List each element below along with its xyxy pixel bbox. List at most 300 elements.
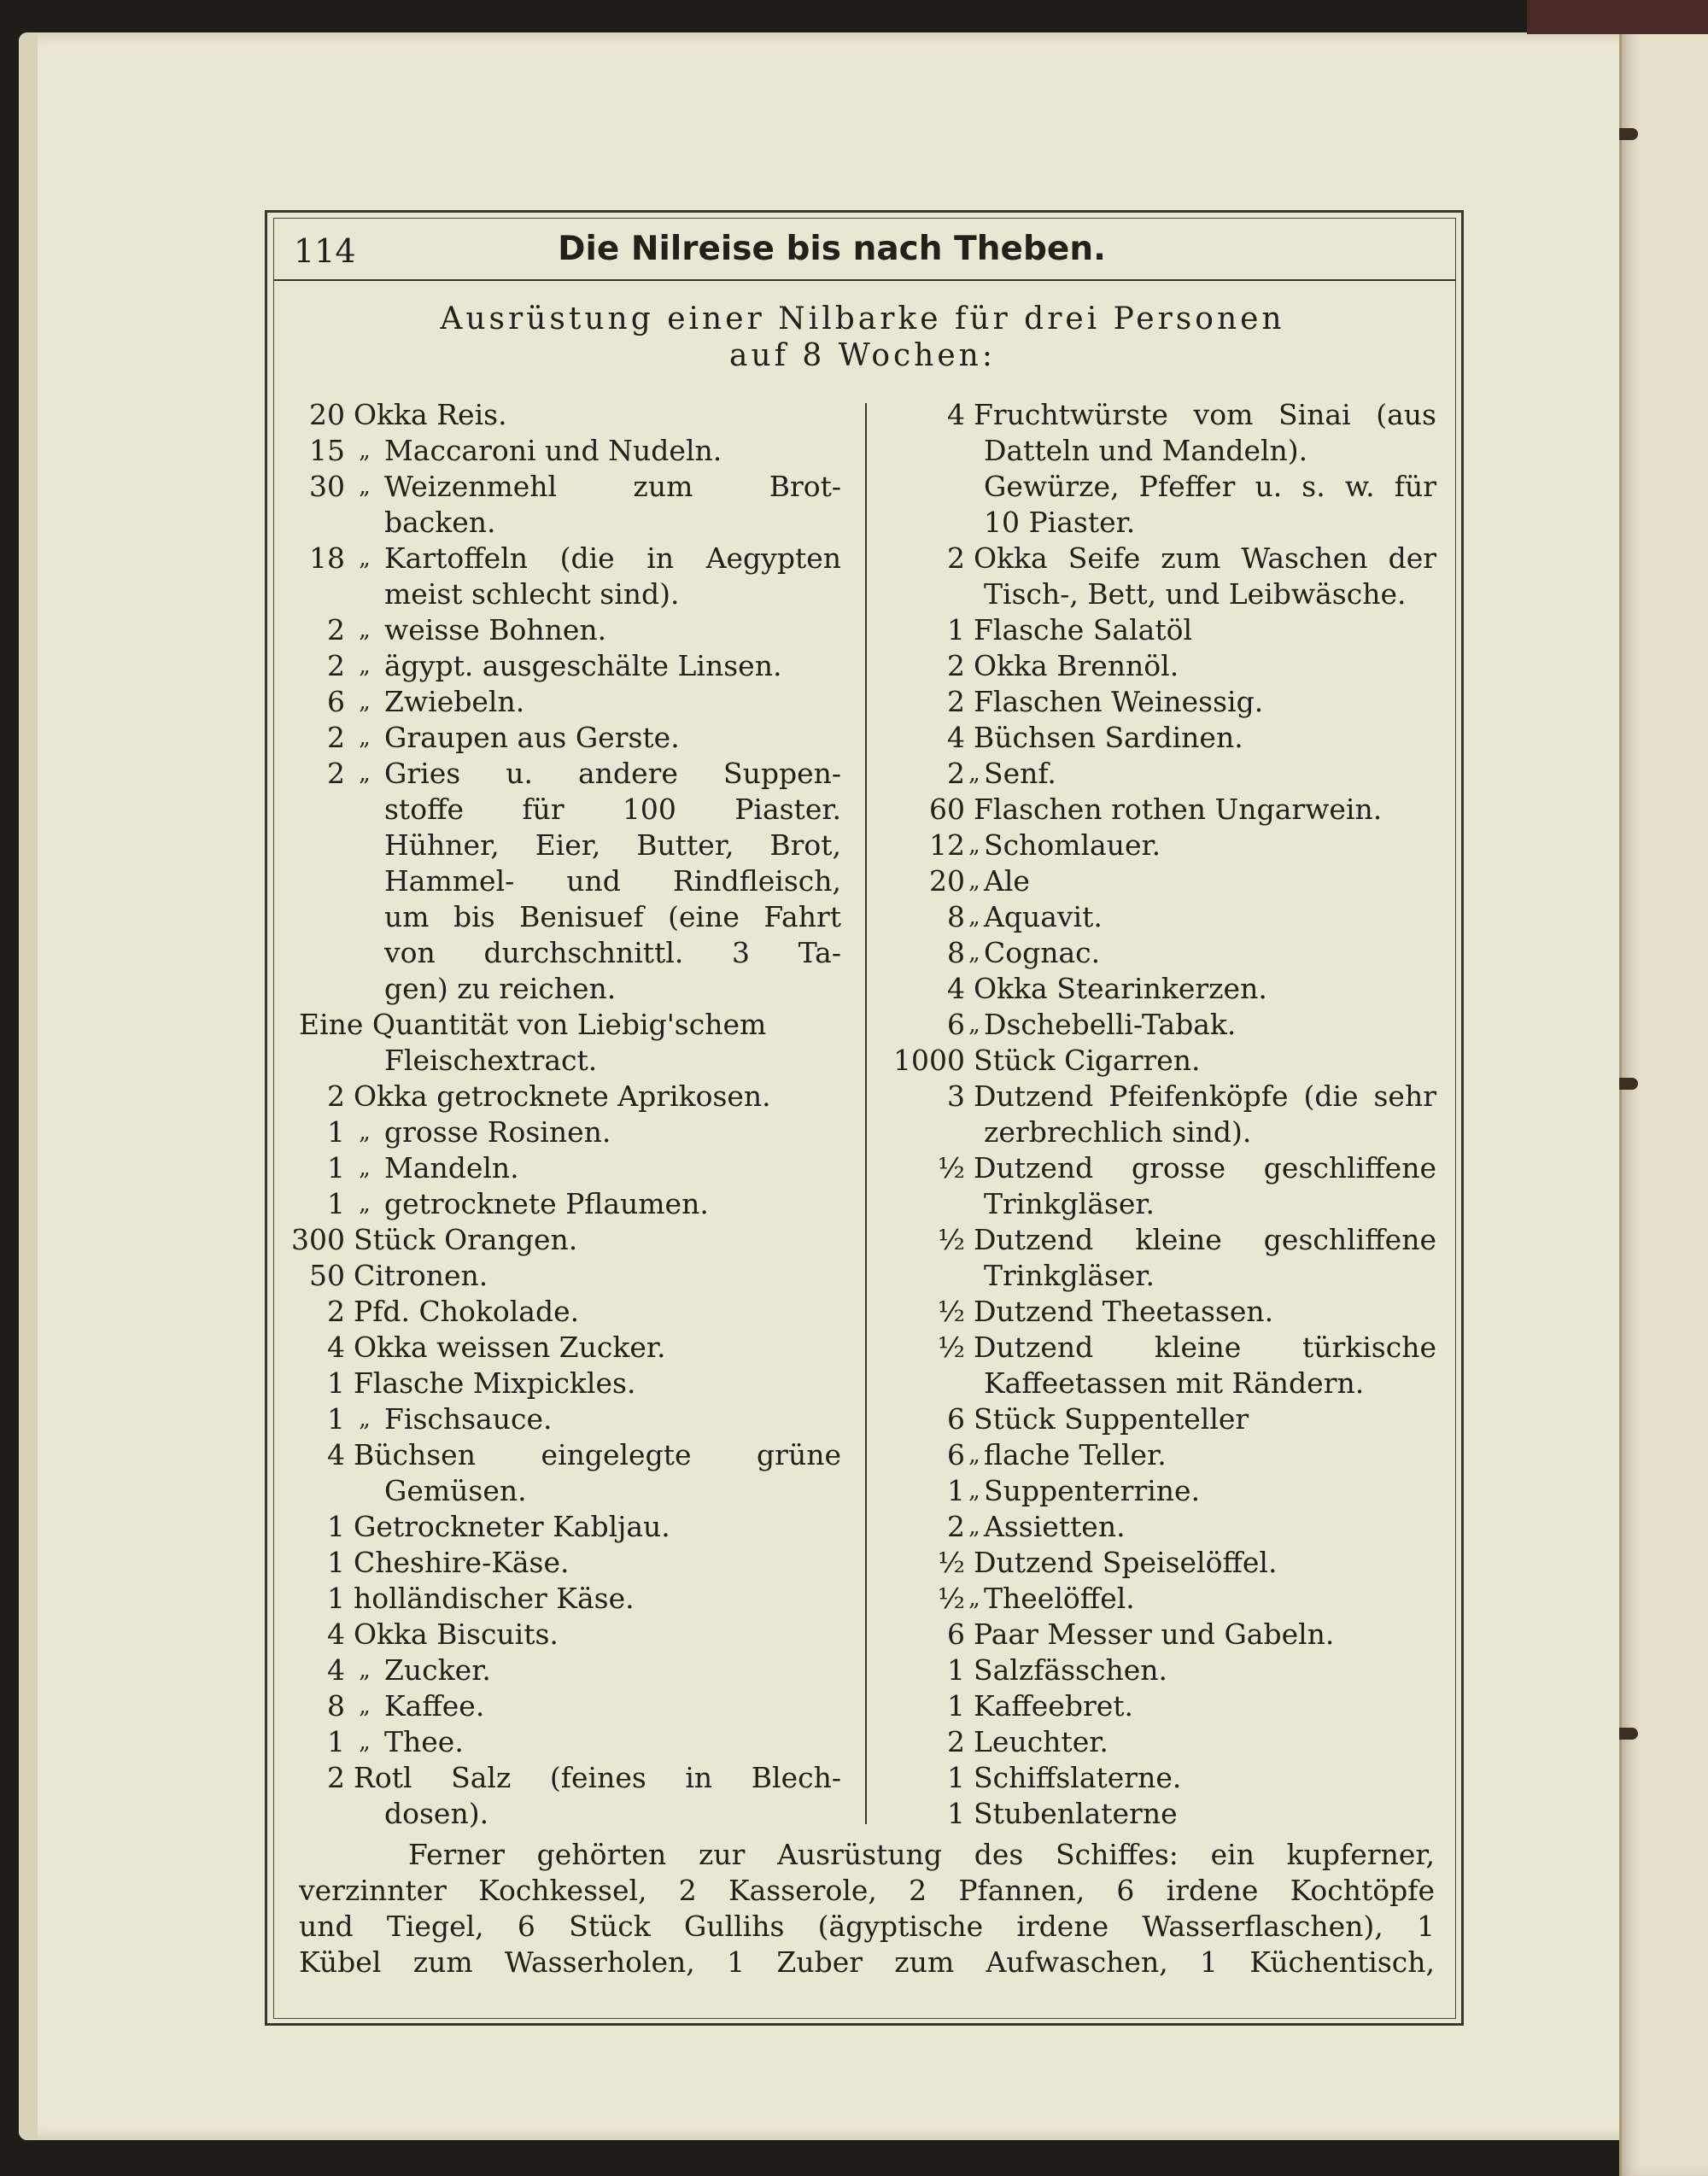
item-quantity: 4	[947, 972, 965, 1005]
list-item	[299, 541, 841, 576]
ditto-mark	[345, 935, 384, 971]
list-item	[924, 1079, 1436, 1114]
binding-staple	[1619, 128, 1638, 140]
ditto-mark: „	[968, 761, 980, 787]
list-item	[299, 1258, 841, 1294]
item-quantity	[924, 1114, 965, 1150]
list-item	[299, 1760, 841, 1796]
ditto-mark	[345, 1294, 354, 1330]
item-quantity: ½	[938, 1295, 965, 1328]
ditto-mark	[345, 1545, 354, 1581]
item-quantity: 2	[327, 721, 345, 754]
ditto-mark	[965, 720, 974, 756]
item-quantity	[299, 1043, 345, 1079]
item-quantity	[299, 863, 345, 899]
item-text: holländischer Käse.	[354, 1582, 635, 1615]
item-text: Flasche Salatöl	[974, 613, 1193, 646]
closing-paragraph	[299, 1837, 1435, 1980]
list-item	[924, 1652, 1436, 1688]
item-text: Dutzend Pfeifenköpfe (die sehr	[974, 1079, 1436, 1113]
ditto-mark	[965, 433, 984, 469]
list-item	[299, 576, 841, 612]
ditto-mark	[345, 1760, 354, 1796]
ditto-mark: „	[968, 1586, 980, 1612]
item-text: Okka getrocknete Aprikosen.	[354, 1079, 771, 1113]
item-quantity: 4	[947, 721, 965, 754]
item-text: Dutzend kleine geschliffene	[974, 1223, 1436, 1256]
ditto-mark	[965, 1545, 974, 1581]
ditto-mark: „	[968, 833, 980, 858]
ditto-mark: „	[359, 653, 371, 679]
list-item	[924, 1007, 1436, 1043]
item-quantity: 2	[947, 1510, 965, 1543]
list-item	[299, 828, 841, 863]
item-quantity: 1	[947, 1761, 965, 1794]
ditto-mark: „	[359, 438, 371, 464]
item-text: Datteln und Mandeln).	[984, 434, 1308, 467]
list-item	[299, 1437, 841, 1473]
item-quantity: ½	[938, 1546, 965, 1579]
item-quantity: ½	[938, 1223, 965, 1256]
item-text: Okka Biscuits.	[354, 1617, 559, 1651]
item-text: von durchschnittl. 3 Ta-	[384, 936, 841, 969]
item-text: Gemüsen.	[384, 1474, 527, 1507]
ditto-mark	[345, 971, 384, 1007]
list-item	[924, 505, 1436, 541]
item-quantity: 1000	[893, 1044, 965, 1077]
ditto-mark	[345, 1796, 384, 1832]
item-quantity: 2	[327, 1761, 345, 1794]
item-text: Stück Suppenteller	[974, 1402, 1249, 1436]
ditto-mark	[965, 1401, 974, 1437]
list-item	[924, 397, 1436, 433]
item-quantity: 1	[327, 1366, 345, 1400]
section-heading-line-2: auf 8 Wochen:	[729, 338, 996, 373]
ditto-mark	[965, 541, 974, 576]
ditto-mark	[965, 469, 984, 505]
item-text: Flaschen rothen Ungarwein.	[974, 793, 1383, 826]
item-quantity	[299, 828, 345, 863]
list-item	[299, 1150, 841, 1186]
item-text: Okka Stearinkerzen.	[974, 972, 1267, 1005]
item-quantity: 2	[947, 541, 965, 575]
item-quantity: 12	[929, 828, 965, 862]
item-quantity: 8	[947, 936, 965, 969]
item-quantity: 2	[327, 1295, 345, 1328]
book-binding	[1527, 0, 1708, 34]
item-text: Zwiebeln.	[384, 685, 525, 718]
ditto-mark	[965, 397, 974, 433]
ditto-mark	[965, 1150, 974, 1186]
ditto-mark	[965, 612, 974, 648]
item-quantity: 1	[947, 1474, 965, 1507]
item-text: Getrockneter Kabljau.	[354, 1510, 670, 1543]
item-text: Eine Quantität von Liebig'schem	[299, 1008, 767, 1041]
list-item	[299, 792, 841, 828]
section-heading-line-1: Ausrüstung einer Nilbarke für drei Personen	[440, 301, 1285, 336]
list-item	[299, 1330, 841, 1366]
list-item	[299, 433, 841, 469]
item-text: Flaschen Weinessig.	[974, 685, 1264, 718]
paragraph-line: und Tiegel, 6 Stück Gullihs (ägyptische irdene Wasserflaschen), 1	[299, 1910, 1435, 1943]
ditto-mark	[345, 1366, 354, 1401]
item-quantity: 8	[327, 1689, 345, 1723]
item-quantity: 6	[947, 1617, 965, 1651]
paragraph-line: Ferner gehörten zur Ausrüstung des Schiffes: ein kupferner,	[408, 1838, 1435, 1871]
item-text: ägypt. ausgeschälte Linsen.	[384, 649, 782, 682]
list-item	[299, 1617, 841, 1652]
item-text: weisse Bohnen.	[384, 613, 607, 646]
list-item	[924, 612, 1436, 648]
item-text: Dutzend grosse geschliffene	[974, 1151, 1436, 1185]
item-quantity: 15	[309, 434, 345, 467]
list-item	[924, 433, 1436, 469]
list-item	[924, 1150, 1436, 1186]
ditto-mark	[345, 1581, 354, 1617]
list-item	[924, 1617, 1436, 1652]
list-item	[299, 648, 841, 684]
item-quantity: 1	[327, 1546, 345, 1579]
ditto-mark: „	[968, 1442, 980, 1468]
item-text: flache Teller.	[984, 1438, 1167, 1471]
ditto-mark: „	[968, 869, 980, 894]
item-text: dosen).	[384, 1797, 489, 1830]
item-text: Dschebelli-Tabak.	[984, 1008, 1237, 1041]
list-item	[299, 1401, 841, 1437]
ditto-mark: „	[359, 617, 371, 643]
item-quantity: 300	[291, 1223, 345, 1256]
item-text: Stück Orangen.	[354, 1223, 578, 1256]
item-quantity: 2	[327, 649, 345, 682]
list-item	[299, 863, 841, 899]
list-item	[924, 1186, 1436, 1222]
item-quantity: 50	[309, 1259, 345, 1292]
list-item	[291, 1222, 841, 1258]
ditto-mark: „	[359, 474, 371, 500]
list-item	[299, 1581, 841, 1617]
item-text: gen) zu reichen.	[384, 972, 617, 1005]
ditto-mark: „	[968, 1478, 980, 1504]
item-quantity: 1	[327, 1187, 345, 1220]
list-item	[924, 756, 1436, 792]
list-item	[299, 1545, 841, 1581]
item-text: Kartoffeln (die in Aegypten	[384, 541, 841, 575]
list-item	[299, 1114, 841, 1150]
paragraph-line: verzinnter Kochkessel, 2 Kasserole, 2 Pfannen, 6 irdene Kochtöpfe	[299, 1874, 1435, 1907]
ditto-mark	[965, 648, 974, 684]
list-item	[299, 1509, 841, 1545]
list-item	[924, 1760, 1436, 1796]
item-text: Rotl Salz (feines in Blech-	[354, 1761, 841, 1794]
item-text: meist schlecht sind).	[384, 577, 680, 611]
item-text: Hühner, Eier, Butter, Brot,	[384, 828, 841, 862]
ditto-mark: „	[359, 1120, 371, 1145]
item-quantity: 6	[327, 685, 345, 718]
ditto-mark: „	[359, 1191, 371, 1217]
ditto-mark	[345, 1222, 354, 1258]
item-text: getrocknete Pflaumen.	[384, 1187, 709, 1220]
item-text: Tisch-, Bett, und Leibwäsche.	[984, 577, 1407, 611]
item-text: Okka Seife zum Waschen der	[974, 541, 1436, 575]
item-quantity	[924, 469, 965, 505]
item-text: zerbrechlich sind).	[984, 1115, 1252, 1149]
ditto-mark	[965, 1294, 974, 1330]
ditto-mark: „	[968, 1012, 980, 1038]
item-quantity: 2	[327, 1079, 345, 1113]
page-number: 114	[294, 232, 356, 270]
item-quantity: 18	[309, 541, 345, 575]
ditto-mark	[345, 1509, 354, 1545]
list-item	[924, 541, 1436, 576]
item-quantity: 6	[947, 1008, 965, 1041]
left-column-list	[291, 397, 841, 1832]
list-item	[299, 505, 841, 541]
ditto-mark	[345, 1437, 354, 1473]
list-item	[924, 1581, 1436, 1617]
item-quantity: 2	[947, 1725, 965, 1758]
item-quantity: 1	[327, 1582, 345, 1615]
list-item	[924, 1366, 1436, 1401]
item-text: Suppenterrine.	[984, 1474, 1201, 1507]
ditto-mark	[345, 1258, 354, 1294]
item-text: Gries u. andere Suppen-	[384, 757, 841, 790]
ditto-mark	[345, 1473, 384, 1509]
item-quantity	[924, 1258, 965, 1294]
list-item	[924, 1796, 1436, 1832]
item-text: Büchsen Sardinen.	[974, 721, 1243, 754]
ditto-mark: „	[359, 1693, 371, 1719]
ditto-mark	[965, 1258, 984, 1294]
item-quantity	[299, 505, 345, 541]
item-text: Okka Reis.	[354, 398, 507, 431]
item-quantity	[924, 505, 965, 541]
header-rule	[273, 279, 1456, 281]
item-text: Fruchtwürste vom Sinai (aus	[974, 398, 1436, 431]
ditto-mark: „	[359, 1658, 371, 1683]
list-item	[924, 899, 1436, 935]
item-text: Thee.	[384, 1725, 464, 1758]
item-quantity	[299, 792, 345, 828]
item-text: Gewürze, Pfeffer u. s. w. für	[984, 470, 1436, 503]
item-quantity: 20	[309, 398, 345, 431]
item-text: Paar Messer und Gabeln.	[974, 1617, 1335, 1651]
list-item	[924, 971, 1436, 1007]
list-item	[299, 935, 841, 971]
ditto-mark	[965, 1724, 974, 1760]
list-item	[924, 684, 1436, 720]
item-quantity: 6	[947, 1438, 965, 1471]
list-item	[299, 1796, 841, 1832]
ditto-mark: „	[359, 546, 371, 571]
item-quantity	[924, 1186, 965, 1222]
list-item	[299, 1007, 841, 1043]
item-quantity: 30	[309, 470, 345, 503]
ditto-mark	[965, 1617, 974, 1652]
ditto-mark	[965, 1043, 974, 1079]
item-text: Cognac.	[984, 936, 1101, 969]
ditto-mark	[965, 1688, 974, 1724]
item-text: stoffe für 100 Piaster.	[384, 793, 841, 826]
item-quantity	[924, 433, 965, 469]
list-item	[299, 1724, 841, 1760]
item-quantity: 8	[947, 900, 965, 933]
item-text: Dutzend Speiselöffel.	[974, 1546, 1278, 1579]
item-text: Maccaroni und Nudeln.	[384, 434, 722, 467]
item-text: Dutzend kleine türkische	[974, 1331, 1436, 1364]
list-item	[299, 1366, 841, 1401]
item-quantity: 4	[327, 1331, 345, 1364]
list-item	[299, 1079, 841, 1114]
ditto-mark	[965, 792, 974, 828]
item-text: Trinkgläser.	[984, 1259, 1155, 1292]
list-item	[924, 1258, 1436, 1294]
item-text: um bis Benisuef (eine Fahrt	[384, 900, 841, 933]
list-item	[924, 1294, 1436, 1330]
item-text: Hammel- und Rindfleisch,	[384, 864, 841, 898]
paragraph-line: Kübel zum Wasserholen, 1 Zuber zum Aufwaschen, 1 Küchentisch,	[299, 1945, 1435, 1979]
ditto-mark	[345, 505, 384, 541]
item-quantity	[299, 971, 345, 1007]
item-text: Schomlauer.	[984, 828, 1161, 862]
list-item	[924, 648, 1436, 684]
ditto-mark	[965, 1330, 974, 1366]
item-text: Aquavit.	[984, 900, 1103, 933]
item-text: Trinkgläser.	[984, 1187, 1155, 1220]
item-text: grosse Rosinen.	[384, 1115, 611, 1149]
item-quantity: 1	[327, 1510, 345, 1543]
item-quantity	[299, 935, 345, 971]
list-item	[299, 1043, 841, 1079]
item-quantity	[299, 899, 345, 935]
item-quantity	[299, 1473, 345, 1509]
ditto-mark: „	[968, 940, 980, 966]
item-quantity: 1	[947, 1797, 965, 1830]
list-item	[893, 1043, 1436, 1079]
item-text: 10 Piaster.	[984, 506, 1136, 539]
list-item	[924, 1222, 1436, 1258]
item-text: backen.	[384, 506, 496, 539]
list-item	[299, 720, 841, 756]
list-item	[299, 1688, 841, 1724]
item-quantity: 1	[947, 1689, 965, 1723]
item-text: Stubenlaterne	[974, 1797, 1178, 1830]
item-quantity: ½	[938, 1151, 965, 1185]
item-quantity: 2	[327, 613, 345, 646]
ditto-mark	[345, 899, 384, 935]
item-text: Leuchter.	[974, 1725, 1108, 1758]
item-quantity: 4	[327, 1438, 345, 1471]
list-item	[299, 612, 841, 648]
item-text: Pfd. Chokolade.	[354, 1295, 580, 1328]
item-quantity: 1	[327, 1402, 345, 1436]
item-quantity: 1	[327, 1115, 345, 1149]
item-quantity: ½	[938, 1331, 965, 1364]
list-item	[299, 971, 841, 1007]
ditto-mark	[345, 1043, 384, 1079]
item-quantity: 1	[327, 1725, 345, 1758]
item-quantity: 4	[947, 398, 965, 431]
item-text: Fleischextract.	[384, 1044, 598, 1077]
item-text: Fischsauce.	[384, 1402, 553, 1436]
ditto-mark: „	[968, 1514, 980, 1540]
list-item	[299, 899, 841, 935]
item-quantity: 2	[947, 685, 965, 718]
list-item	[924, 1114, 1436, 1150]
item-text: Assietten.	[984, 1510, 1126, 1543]
list-item	[924, 1401, 1436, 1437]
item-text: Okka weissen Zucker.	[354, 1331, 666, 1364]
item-text: Dutzend Theetassen.	[974, 1295, 1274, 1328]
list-item	[924, 720, 1436, 756]
list-item	[924, 935, 1436, 971]
list-item	[299, 469, 841, 505]
ditto-mark	[345, 863, 384, 899]
list-item	[299, 684, 841, 720]
column-divider	[865, 403, 867, 1824]
item-quantity: 2	[947, 649, 965, 682]
list-item	[924, 1473, 1436, 1509]
item-quantity	[924, 1366, 965, 1401]
ditto-mark	[965, 1652, 974, 1688]
item-text: Cheshire-Käse.	[354, 1546, 570, 1579]
item-text: Weizenmehl zum Brot-	[384, 470, 841, 503]
list-item	[924, 1437, 1436, 1473]
item-text: Kaffee.	[384, 1689, 485, 1723]
item-text: Schiffslaterne.	[974, 1761, 1182, 1794]
list-item	[299, 1294, 841, 1330]
running-head: Die Nilreise bis nach Theben.	[558, 230, 1106, 268]
page-edge	[19, 32, 38, 2140]
item-text: Graupen aus Gerste.	[384, 721, 680, 754]
list-item	[924, 1509, 1436, 1545]
item-text: Flasche Mixpickles.	[354, 1366, 636, 1400]
item-quantity: ½	[938, 1582, 965, 1615]
item-text: Mandeln.	[384, 1151, 519, 1185]
item-quantity: 4	[327, 1653, 345, 1687]
list-item	[924, 1724, 1436, 1760]
ditto-mark	[965, 505, 984, 541]
item-quantity: 20	[929, 864, 965, 898]
ditto-mark	[345, 828, 384, 863]
ditto-mark: „	[359, 1155, 371, 1181]
list-item	[924, 828, 1436, 863]
ditto-mark: „	[359, 725, 371, 751]
ditto-mark	[965, 684, 974, 720]
item-text: Zucker.	[384, 1653, 491, 1687]
item-text: Ale	[984, 864, 1030, 898]
list-item	[299, 756, 841, 792]
item-quantity: 60	[929, 793, 965, 826]
item-text: Citronen.	[354, 1259, 488, 1292]
item-quantity: 2	[947, 757, 965, 790]
ditto-mark	[965, 971, 974, 1007]
ditto-mark	[965, 1114, 984, 1150]
ditto-mark	[965, 1366, 984, 1401]
item-text: Salzfässchen.	[974, 1653, 1167, 1687]
list-item	[924, 792, 1436, 828]
ditto-mark	[345, 1617, 354, 1652]
item-quantity: 2	[327, 757, 345, 790]
ditto-mark	[965, 1222, 974, 1258]
item-quantity: 6	[947, 1402, 965, 1436]
ditto-mark	[345, 397, 354, 433]
list-item	[924, 576, 1436, 612]
ditto-mark: „	[359, 1407, 371, 1432]
list-item	[299, 1186, 841, 1222]
item-quantity: 4	[327, 1617, 345, 1651]
binding-staple	[1619, 1728, 1638, 1740]
list-item	[299, 1473, 841, 1509]
